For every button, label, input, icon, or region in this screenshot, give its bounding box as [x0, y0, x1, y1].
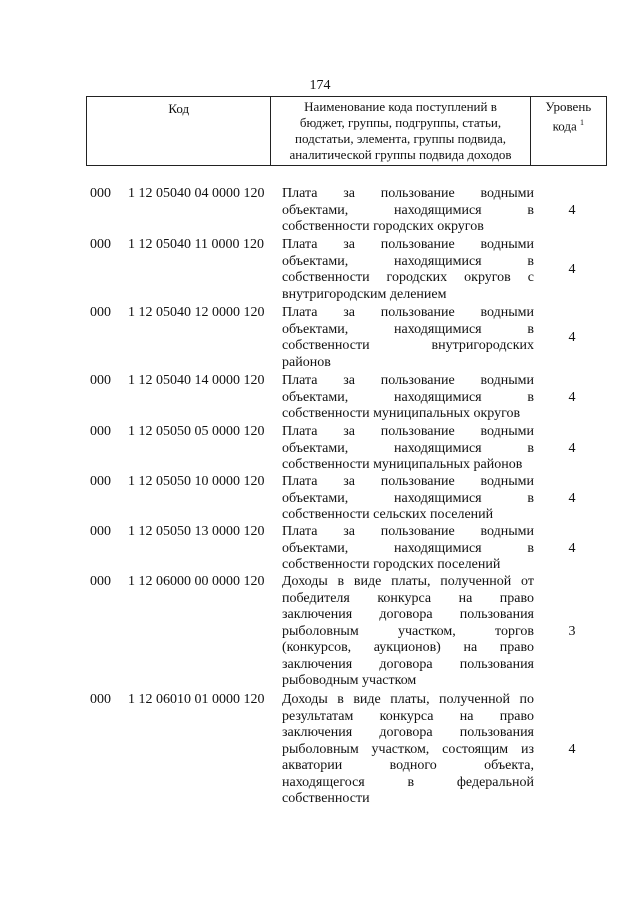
row-name-line: (конкурсов, аукционов) на право: [282, 640, 534, 655]
row-level: 4: [568, 490, 576, 506]
row-name: [282, 524, 534, 574]
row-code: 1 12 05040 14 0000 120: [128, 373, 265, 388]
row-prefix: 000: [90, 237, 111, 252]
row-name-line: Плата за пользование водными: [282, 424, 534, 439]
row-code: 1 12 05050 05 0000 120: [128, 424, 265, 439]
row-name-line: собственности внутригородских: [282, 338, 534, 353]
header-name: [271, 97, 530, 166]
row-name-line: заключения договора пользования: [282, 725, 534, 740]
row-prefix: 000: [90, 373, 111, 388]
row-name-line: объектами, находящимися в: [282, 321, 534, 337]
row-level: 4: [568, 540, 576, 556]
row-name-line: объектами, находящимися в: [282, 389, 534, 405]
header-name-line: Наименование кода поступлений в: [304, 99, 497, 114]
row-name-line: собственности муниципальных районов: [282, 457, 523, 472]
row-prefix: 000: [90, 424, 111, 439]
row-level: 4: [568, 389, 576, 405]
row-code: 1 12 06000 00 0000 120: [128, 574, 265, 589]
row-prefix: 000: [90, 305, 111, 320]
row-name-line: Доходы в виде платы, полученной по: [282, 692, 534, 707]
row-name-line: заключения договора пользования: [282, 656, 534, 672]
row-name-line: рыболовным участком, состоящим из: [282, 741, 534, 757]
row-code: 1 12 05050 10 0000 120: [128, 474, 265, 489]
page-number: 174: [309, 78, 331, 93]
row-prefix: 000: [90, 692, 111, 707]
row-level: 4: [568, 330, 576, 345]
row-name-line: заключения договора пользования: [282, 607, 534, 622]
row-name-line: собственности муниципальных округов: [282, 406, 521, 421]
header-name-line: аналитической группы подвида доходов: [289, 147, 512, 162]
row-name-line: объектами, находящимися в: [282, 202, 534, 218]
row-name-line: Плата за пользование водными: [282, 186, 534, 201]
header-level-line1: Уровень: [545, 99, 592, 114]
row-prefix: 000: [90, 524, 111, 539]
row-name-line: Плата за пользование водными: [282, 237, 534, 252]
row-name: [282, 692, 534, 808]
row-name-line: Доходы в виде платы, полученной от: [282, 574, 534, 589]
row-name-line: Плата за пользование водными: [282, 305, 534, 320]
header-level-line2: [531, 115, 606, 134]
header-name-line: бюджет, группы, подгруппы, статьи,: [299, 115, 502, 130]
header-code: Код: [87, 97, 271, 166]
row-level: 4: [568, 741, 576, 757]
row-level: 4: [568, 440, 576, 456]
row-name: [282, 237, 534, 303]
row-name-line: собственности городских округов: [282, 219, 484, 234]
row-name-line: объектами, находящимися в: [282, 540, 534, 556]
row-name-line: внутригородским делением: [282, 286, 447, 302]
row-name: [282, 186, 534, 236]
footnote-marker: 1: [580, 118, 585, 127]
row-name-line: собственности: [282, 791, 370, 806]
row-name-line: объектами, находящимися в: [282, 440, 534, 456]
row-name-line: Плата за пользование водными: [282, 474, 534, 489]
row-code: 1 12 05040 04 0000 120: [128, 186, 265, 201]
row-name: [282, 305, 534, 371]
row-prefix: 000: [90, 474, 111, 489]
row-level: 4: [568, 262, 576, 277]
row-name-line: собственности сельских поселений: [282, 507, 494, 522]
row-name-line: рыбоводным участком: [282, 673, 417, 688]
row-code: 1 12 06010 01 0000 120: [128, 692, 265, 707]
row-name-line: Плата за пользование водными: [282, 373, 534, 388]
row-name: [282, 424, 534, 474]
row-name-line: акватории водного объекта,: [282, 758, 534, 773]
row-name-line: районов: [282, 354, 331, 370]
header-level: [530, 97, 606, 166]
row-prefix: 000: [90, 574, 111, 589]
row-level: 3: [568, 623, 576, 639]
row-name-line: объектами, находящимися в: [282, 253, 534, 269]
row-name-line: объектами, находящимися в: [282, 490, 534, 506]
row-code: 1 12 05050 13 0000 120: [128, 524, 265, 539]
row-name: [282, 373, 534, 423]
row-name-line: находящегося в федеральной: [282, 774, 534, 790]
row-name-line: Плата за пользование водными: [282, 524, 534, 539]
row-prefix: 000: [90, 186, 111, 201]
row-name-line: собственности городских поселений: [282, 557, 501, 572]
row-name-line: результатам конкурса на право: [282, 708, 534, 724]
table-header: [86, 96, 607, 166]
header-level-text: кода: [552, 118, 577, 134]
row-name-line: собственности городских округов с: [282, 270, 534, 285]
row-name-line: победителя конкурса на право: [282, 590, 534, 606]
row-level: 4: [568, 202, 576, 218]
row-name-line: рыболовным участком, торгов: [282, 623, 534, 639]
row-code: 1 12 05040 11 0000 120: [128, 237, 264, 252]
row-name: [282, 474, 534, 524]
row-name: [282, 574, 534, 690]
row-code: 1 12 05040 12 0000 120: [128, 305, 265, 320]
header-name-line: подстатьи, элемента, группы подвида,: [295, 131, 506, 146]
